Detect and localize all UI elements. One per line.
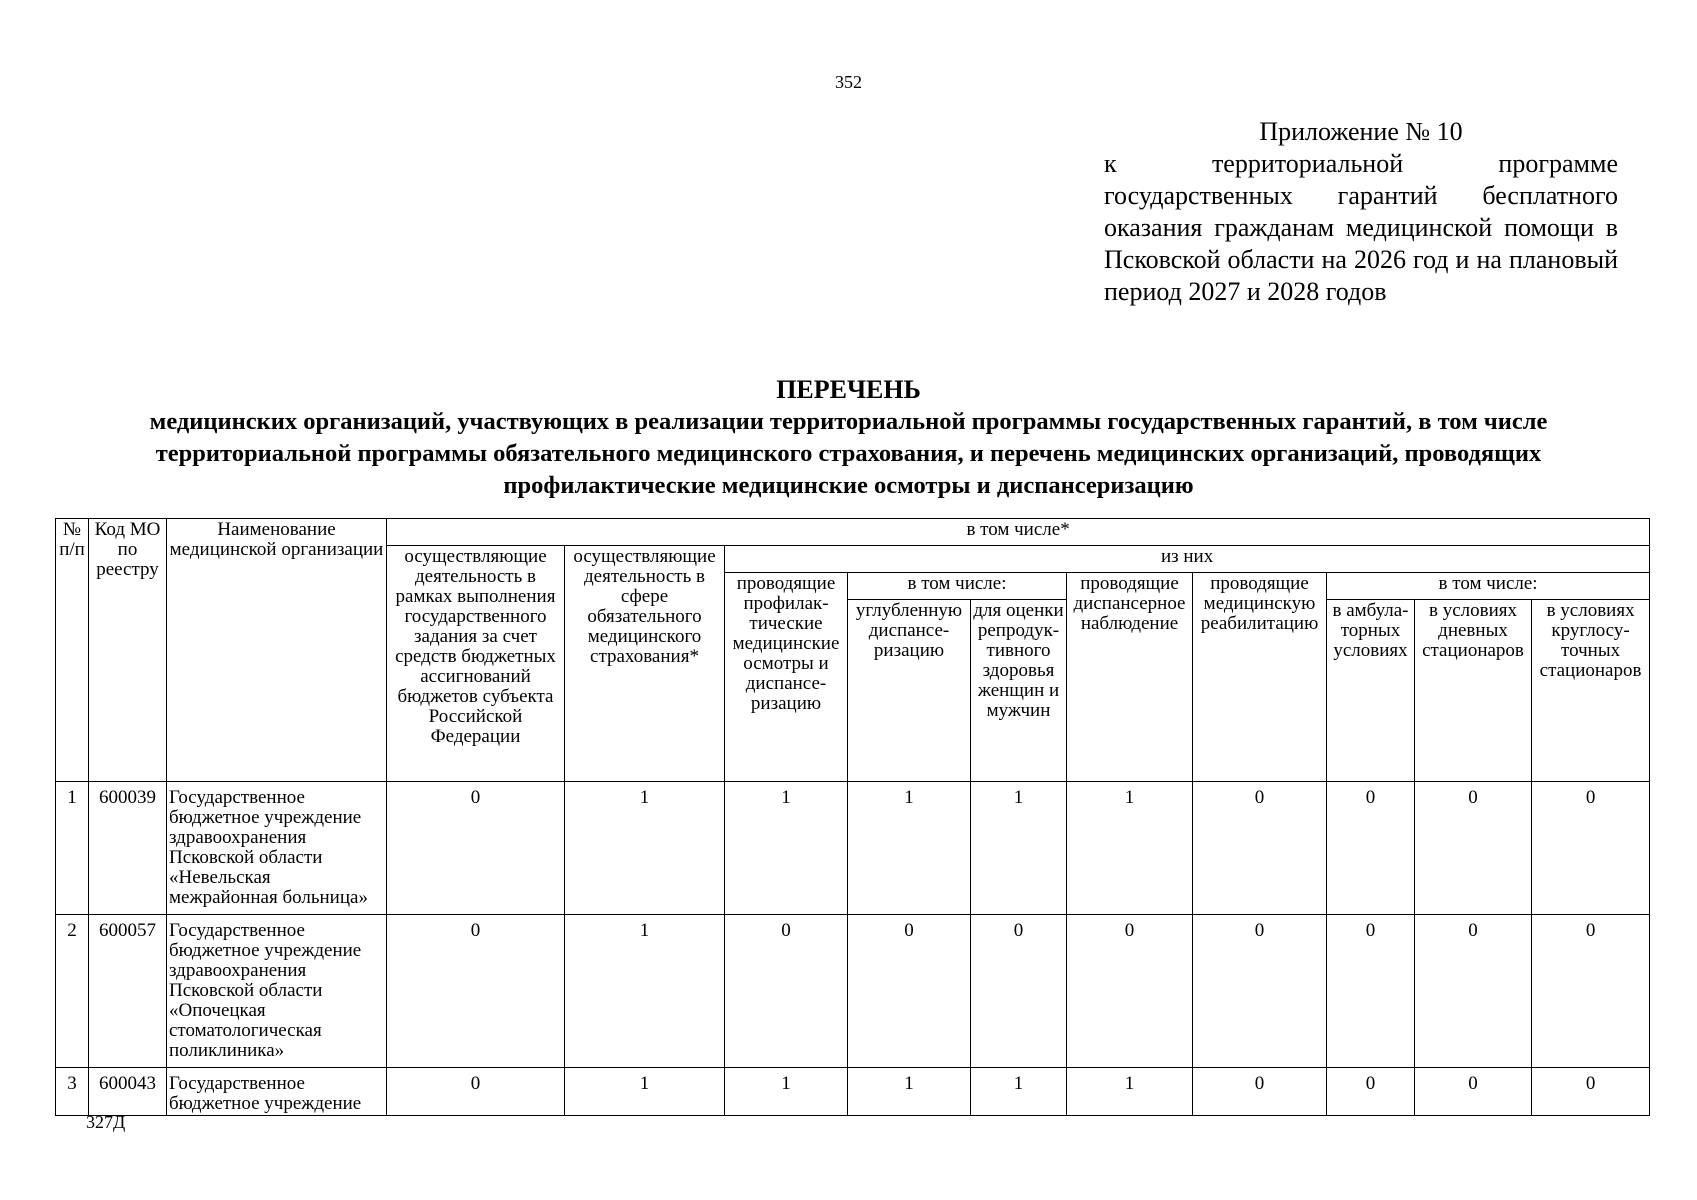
row-value-cell: 1 [848, 782, 971, 915]
row-num-cell: 3 [56, 1068, 89, 1116]
header-repro: для оценки репродук-тивного здоровья женщин и мужчин [971, 600, 1067, 782]
header-ambul: в амбула-торных условиях [1327, 600, 1415, 782]
appendix-body: к территориальной программе государственных гарантий бесплатного оказания гражданам медицинской помощи в Псковской области на 2026 год и на плановый период 2027 и 2028 годов [1104, 149, 1618, 306]
row-value-cell: 0 [1327, 915, 1415, 1068]
row-value-cell: 0 [971, 915, 1067, 1068]
header-oms: осуществляющие деятельность в сфере обязательного медицинского страхования* [565, 546, 725, 782]
header-round: в условиях круглосу-точных стационаров [1532, 600, 1650, 782]
row-name-cell: Государственное бюджетное учреждение [167, 1068, 387, 1116]
row-value-cell: 1 [565, 915, 725, 1068]
header-rehab: проводящие медицинскую реабилитацию [1193, 573, 1327, 782]
row-value-cell: 0 [387, 915, 565, 1068]
footer-code: 327Д [86, 1112, 126, 1132]
row-value-cell: 0 [1193, 782, 1327, 915]
row-name-cell: Государственное бюджетное учреждение здравоохранения Псковской области «Невельская межрайонная больница» [167, 782, 387, 915]
row-num-cell: 1 [56, 782, 89, 915]
row-value-cell: 0 [1193, 1068, 1327, 1116]
header-deep: углубленную диспансе-ризацию [848, 600, 971, 782]
document-subtitle: медицинских организаций, участвующих в реализации территориальной программы государственных гарантий, в том числе территориальной программы обязательного медицинского страхования, и перечень медицинских организаций, проводящих профилактические медицинские осмотры и диспансеризацию [149, 408, 1548, 499]
row-value-cell: 1 [725, 782, 848, 915]
header-disp: проводящие диспансерное наблюдение [1067, 573, 1193, 782]
page-number: 352 [835, 72, 862, 92]
row-value-cell: 1 [971, 782, 1067, 915]
header-day: в условиях дневных стационаров [1415, 600, 1532, 782]
row-value-cell: 0 [1415, 1068, 1532, 1116]
appendix-title: Приложение № 10 [1259, 117, 1463, 146]
table-row [56, 915, 1650, 1068]
row-value-cell: 0 [1415, 915, 1532, 1068]
row-code-cell: 600043 [89, 1068, 167, 1116]
row-value-cell: 1 [1067, 1068, 1193, 1116]
row-value-cell: 0 [848, 915, 971, 1068]
header-name: Наименование медицинской организации [167, 519, 387, 782]
header-prof: проводящие профилак-тические медицинские осмотры и диспансе-ризацию [725, 573, 848, 782]
row-value-cell: 1 [725, 1068, 848, 1116]
row-value-cell: 0 [1327, 782, 1415, 915]
row-value-cell: 1 [971, 1068, 1067, 1116]
row-name-cell: Государственное бюджетное учреждение здравоохранения Псковской области «Опочецкая стоматологическая поликлиника» [167, 915, 387, 1068]
row-value-cell: 0 [1415, 782, 1532, 915]
document-title: ПЕРЕЧЕНЬ [776, 375, 921, 404]
row-value-cell: 0 [1327, 1068, 1415, 1116]
row-value-cell: 0 [725, 915, 848, 1068]
row-value-cell: 0 [1193, 915, 1327, 1068]
header-including-star: в том числе* [387, 519, 1650, 546]
row-value-cell: 0 [1067, 915, 1193, 1068]
table-row [56, 1068, 1650, 1116]
row-num-cell: 2 [56, 915, 89, 1068]
header-code: Код МО по реестру [89, 519, 167, 782]
organizations-table-container [55, 518, 1649, 1116]
row-value-cell: 1 [565, 782, 725, 915]
organizations-table [55, 518, 1650, 1116]
table-body [56, 782, 1650, 1116]
row-value-cell: 0 [1532, 915, 1650, 1068]
header-budget: осуществляющие деятельность в рамках выполнения государственного задания за счет средств бюджетных ассигнований бюджетов субъекта Российской Федерации [387, 546, 565, 782]
header-including-1: в том числе: [848, 573, 1067, 600]
header-num: № п/п [56, 519, 89, 782]
row-value-cell: 1 [848, 1068, 971, 1116]
row-code-cell: 600057 [89, 915, 167, 1068]
row-value-cell: 1 [565, 1068, 725, 1116]
row-code-cell: 600039 [89, 782, 167, 915]
appendix-note [1104, 116, 1618, 308]
row-value-cell: 1 [1067, 782, 1193, 915]
header-including-2: в том числе: [1327, 573, 1650, 600]
header-of-them: из них [725, 546, 1650, 573]
row-value-cell: 0 [1532, 782, 1650, 915]
row-value-cell: 0 [387, 1068, 565, 1116]
row-value-cell: 0 [387, 782, 565, 915]
row-value-cell: 0 [1532, 1068, 1650, 1116]
table-row [56, 782, 1650, 915]
